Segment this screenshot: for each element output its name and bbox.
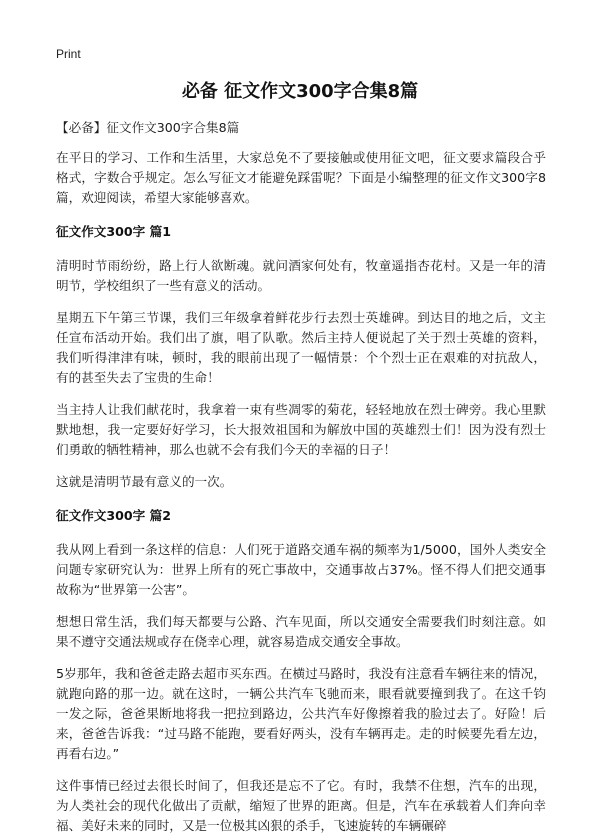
paragraph: 清明时节雨纷纷，路上行人欲断魂。就问酒家何处有，牧童遥指杏花村。又是一年的清明节，学校组织了一些有意义的活动。 — [56, 258, 546, 293]
section-heading: 征文作文300字 篇2 — [56, 508, 171, 523]
paragraph: 这就是清明节最有意义的一次。 — [56, 474, 233, 489]
paragraph: 这件事情已经过去很长时间了，但我还是忘不了它。有时，我禁不住想，汽车的出现，为人类社会的现代化做出了贡献，缩短了世界的距离。但是，汽车在承载着人们奔向幸福、美好未来的同时，又是一位极其凶狠的杀手，飞速旋转的车辆碾碎 — [56, 778, 546, 833]
paragraph: 5岁那年，我和爸爸走路去超市买东西。在横过马路时，我没有注意看车辆往来的情况，就跑向路的那一边。就在这时，一辆公共汽车飞驰而来，眼看就要撞到我了。在这千钧一发之际，爸爸果断地将我一把拉到路边，公共汽车好像擦着我的脸过去了。好险！后来，爸爸告诉我：“过马路不能跑，要看好两头，没有车辆再走。走的时候要先看左边，再看右边。” — [56, 666, 546, 761]
section-heading: 征文作文300字 篇1 — [56, 224, 171, 239]
paragraph: 当主持人让我们献花时，我拿着一束有些凋零的菊花，轻轻地放在烈士碑旁。我心里默默地想，我一定要好好学习，长大报效祖国和为解放中国的英雄烈士们！因为没有烈士们勇敢的牺牲精神，那么也就不会有我们今天的幸福的日子！ — [56, 402, 546, 457]
paragraph: 想想日常生活，我们每天都要与公路、汽车见面，所以交通安全需要我们时刻注意。如果不遵守交通法规或存在侥幸心理，就容易造成交通安全事故。 — [56, 614, 546, 649]
document-body — [56, 118, 546, 836]
print-label[interactable]: Print — [56, 47, 81, 61]
intro-paragraph: 在平日的学习、工作和生活里，大家总免不了要接触或使用征文吧，征文要求篇段合乎格式，字数合乎规定。怎么写征文才能避免踩雷呢？下面是小编整理的征文作文300字8篇，欢迎阅读，希望大家能够喜欢。 — [56, 150, 546, 205]
paragraph: 我从网上看到一条这样的信息：人们死于道路交通车祸的频率为1/5000，国外人类安全问题专家研究认为：世界上所有的死亡事故中，交通事故占37%。怪不得人们把交通事故称为“世界第一公害”。 — [56, 542, 546, 597]
document-title: 必备 征文作文300字合集8篇 — [181, 81, 419, 102]
paragraph: 星期五下午第三节课，我们三年级拿着鲜花步行去烈士英雄碑。到达目的地之后，文主任宣布活动开始。我们出了旗，唱了队歌。然后主持人便说起了关于烈士英雄的资料，我们听得津津有味，顿时，我的眼前出现了一幅情景：个个烈士正在艰难的对抗敌人，有的甚至失去了宝贵的生命！ — [56, 310, 546, 385]
intro-tag: 【必备】征文作文300字合集8篇 — [56, 120, 240, 135]
